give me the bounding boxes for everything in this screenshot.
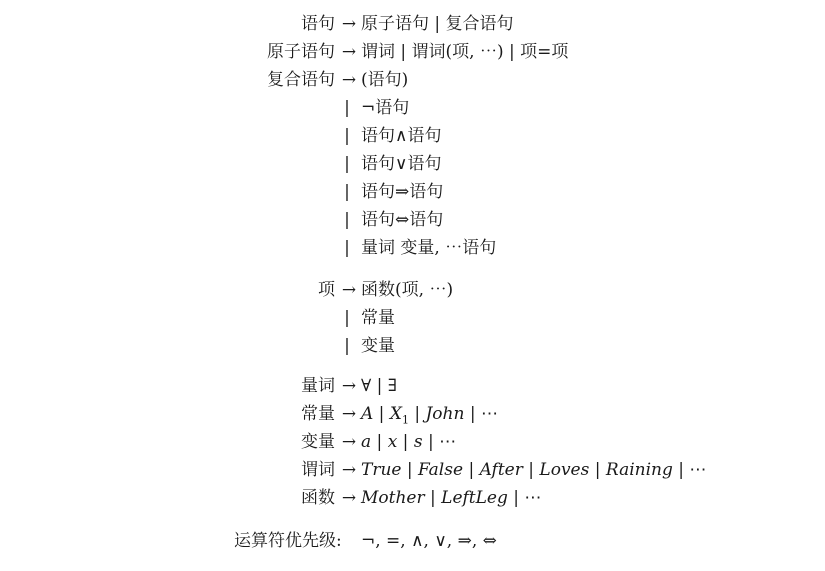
variable-x: x: [387, 432, 398, 452]
compound-alternative: [0, 150, 825, 178]
rule-arrow: →: [341, 14, 357, 34]
function-item: LeftLeg: [441, 488, 508, 508]
rule-rhs: [361, 484, 541, 512]
alt-bar: |: [344, 238, 350, 258]
rule-rhs: (语句): [361, 70, 409, 90]
ellipsis-tail: ⋯: [689, 460, 707, 480]
rule-arrow: →: [341, 42, 357, 62]
compound-alternative: [0, 94, 825, 122]
predicate-item: Loves: [539, 460, 590, 480]
alt-bar: |: [344, 308, 350, 328]
rule-arrow: →: [341, 376, 357, 396]
alt-bar: |: [344, 154, 350, 174]
separator: |: [371, 432, 388, 452]
rule-predicate: [0, 456, 825, 484]
variable-s: s: [413, 432, 423, 452]
alt-bar: |: [344, 182, 350, 202]
precedence-value: ¬, =, ∧, ∨, ⇒, ⇔: [361, 531, 497, 551]
rule-rhs: 原子语句 | 复合语句: [361, 14, 514, 34]
rule-arrow: →: [341, 460, 357, 480]
rule-rhs: 谓词 | 谓词(项, ⋯) | 项=项: [361, 42, 569, 62]
rule-atomic-sentence: [0, 38, 825, 66]
ellipsis-tail: | ⋯: [422, 432, 457, 452]
rule-lhs: 谓词: [301, 460, 335, 480]
alt-rhs: 语句⇔语句: [361, 210, 444, 230]
variable-a: a: [361, 432, 372, 452]
alt-bar: |: [344, 336, 350, 356]
rule-constant: [0, 400, 825, 428]
rule-rhs: [361, 456, 706, 484]
alt-rhs: 变量: [361, 336, 395, 356]
rule-complex-sentence: [0, 66, 825, 94]
rule-rhs: [361, 400, 498, 428]
rule-function: [0, 484, 825, 512]
rule-lhs: 项: [318, 280, 335, 300]
separator: |: [528, 460, 535, 480]
rule-lhs: 原子语句: [267, 42, 335, 62]
rule-quantifier: [0, 372, 825, 400]
separator: |: [594, 460, 601, 480]
alt-rhs: 量词 变量, ⋯语句: [361, 238, 497, 258]
alt-bar: |: [344, 126, 350, 146]
rule-lhs: 复合语句: [267, 70, 335, 90]
predicate-item: False: [418, 460, 464, 480]
compound-alternative: [0, 234, 825, 262]
separator: |: [408, 404, 426, 424]
predicate-item: Raining: [605, 460, 673, 480]
predicate-item: After: [479, 460, 523, 480]
rule-lhs: 常量: [301, 404, 335, 424]
rule-rhs: ∀ | ∃: [361, 376, 398, 396]
alt-rhs: 语句∧语句: [361, 126, 442, 146]
rule-term: [0, 276, 825, 304]
rule-lhs: 变量: [301, 432, 335, 452]
rule-sentence: [0, 10, 825, 38]
rule-rhs: 函数(项, ⋯): [361, 280, 454, 300]
compound-alternative: [0, 122, 825, 150]
constant-x: X: [389, 404, 402, 424]
precedence-label: 运算符优先级:: [234, 531, 342, 551]
rule-lhs: 量词: [301, 376, 335, 396]
rule-rhs: [361, 428, 456, 456]
separator: |: [397, 432, 414, 452]
rule-lhs: 函数: [301, 488, 335, 508]
constant-a: A: [361, 404, 374, 424]
rule-arrow: →: [341, 488, 357, 508]
separator: |: [406, 460, 413, 480]
alt-rhs: 语句∨语句: [361, 154, 442, 174]
separator: |: [678, 460, 685, 480]
predicate-item: True: [361, 460, 402, 480]
rule-arrow: →: [341, 432, 357, 452]
ellipsis-tail: ⋯: [524, 488, 542, 508]
ellipsis-tail: | ⋯: [464, 404, 498, 424]
compound-alternative: [0, 206, 825, 234]
rule-variable: [0, 428, 825, 456]
separator: |: [513, 488, 520, 508]
rule-arrow: →: [341, 70, 357, 90]
constant-john: John: [425, 404, 465, 424]
rule-arrow: →: [341, 404, 357, 424]
separator: |: [468, 460, 475, 480]
alt-rhs: ¬语句: [361, 98, 410, 118]
rule-arrow: →: [341, 280, 357, 300]
operator-precedence: [0, 527, 825, 555]
alt-rhs: 语句⇒语句: [361, 182, 444, 202]
term-alternative: [0, 304, 825, 332]
separator: |: [373, 404, 390, 424]
rule-lhs: 语句: [301, 14, 335, 34]
alt-bar: |: [344, 98, 350, 118]
compound-alternative: [0, 178, 825, 206]
alt-rhs: 常量: [361, 308, 395, 328]
alt-bar: |: [344, 210, 350, 230]
subscript: 1: [401, 413, 409, 427]
function-item: Mother: [361, 488, 425, 508]
separator: |: [430, 488, 436, 508]
term-alternative: [0, 332, 825, 360]
